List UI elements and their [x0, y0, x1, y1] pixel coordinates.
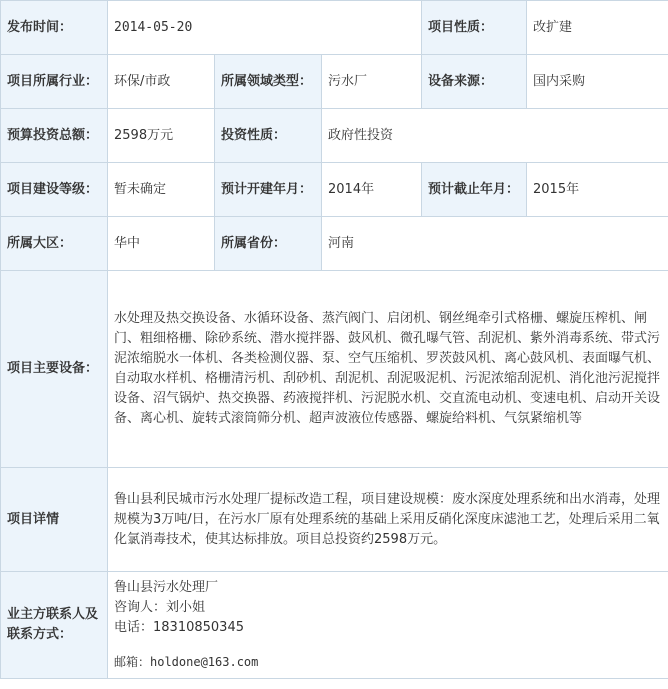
industry-label: 项目所属行业： — [1, 55, 108, 109]
main-equipment-label: 项目主要设备： — [1, 271, 108, 468]
planned-end-label: 预计截止年月： — [422, 163, 527, 217]
project-detail-label: 项目详情 — [1, 468, 108, 572]
publish-time-label: 发布时间： — [1, 1, 108, 55]
row-budget — [1, 109, 668, 163]
row-region — [1, 217, 668, 271]
project-nature-value: 改扩建 — [527, 1, 668, 55]
contact-value — [108, 572, 668, 679]
province-label: 所属省份： — [215, 217, 322, 271]
province-value: 河南 — [322, 217, 668, 271]
contact-phone: 电话：18310850345 — [114, 620, 244, 635]
industry-value: 环保/市政 — [108, 55, 215, 109]
planned-end-value: 2015年 — [527, 163, 668, 217]
main-equipment-value: 水处理及热交换设备、水循环设备、蒸汽阀门、启闭机、钢丝绳牵引式格栅、螺旋压榨机、闸门、粗细格栅、除砂系统、潜水搅拌器、鼓风机、微孔曝气管、刮泥机、紫外消毒系统、带式污泥浓缩脱水一体机、各类检测仪器、泵、空气压缩机、罗茨鼓风机、离心鼓风机、表面曝气机、自动取水样机、格栅清污机、刮砂机、刮泥机、刮泥吸泥机、污泥浓缩刮泥机、消化池污泥搅拌设备、沼气锅炉、热交换器、药液搅拌机、污泥脱水机、交直流电动机、变速电机、启动开关设备、离心机、旋转式滚筒筛分机、超声波液位传感器、螺旋给料机、气氛紧缩机等 — [108, 271, 668, 468]
planned-start-value: 2014年 — [322, 163, 422, 217]
row-publish-time — [1, 1, 668, 55]
contact-label: 业主方联系人及联系方式： — [1, 572, 108, 679]
investment-nature-label: 投资性质： — [215, 109, 322, 163]
contact-consultant: 咨询人：刘小姐 — [114, 600, 206, 615]
row-industry — [1, 55, 668, 109]
project-detail-value: 鲁山县利民城市污水处理厂提标改造工程，项目建设规模：废水深度处理系统和出水消毒，处理规模为3万吨/日，在污水厂原有处理系统的基础上采用反硝化深度床滤池工艺，处理后采用二氧化氯消毒技术，使其达标排放。项目总投资约2598万元。 — [108, 468, 668, 572]
budget-label: 预算投资总额： — [1, 109, 108, 163]
row-contact — [1, 572, 668, 679]
equipment-source-label: 设备来源： — [422, 55, 527, 109]
row-project-detail — [1, 468, 668, 572]
contact-email: 邮箱：holdone@163.com — [114, 655, 259, 669]
project-nature-label: 项目性质： — [422, 1, 527, 55]
field-type-value: 污水厂 — [322, 55, 422, 109]
planned-start-label: 预计开建年月： — [215, 163, 322, 217]
budget-value: 2598万元 — [108, 109, 215, 163]
construction-level-label: 项目建设等级： — [1, 163, 108, 217]
region-value: 华中 — [108, 217, 215, 271]
publish-time-value: 2014-05-20 — [108, 1, 422, 55]
region-label: 所属大区： — [1, 217, 108, 271]
row-main-equipment — [1, 271, 668, 468]
field-type-label: 所属领域类型： — [215, 55, 322, 109]
row-construction — [1, 163, 668, 217]
contact-company: 鲁山县污水处理厂 — [114, 580, 219, 595]
construction-level-value: 暂未确定 — [108, 163, 215, 217]
investment-nature-value: 政府性投资 — [322, 109, 668, 163]
equipment-source-value: 国内采购 — [527, 55, 668, 109]
